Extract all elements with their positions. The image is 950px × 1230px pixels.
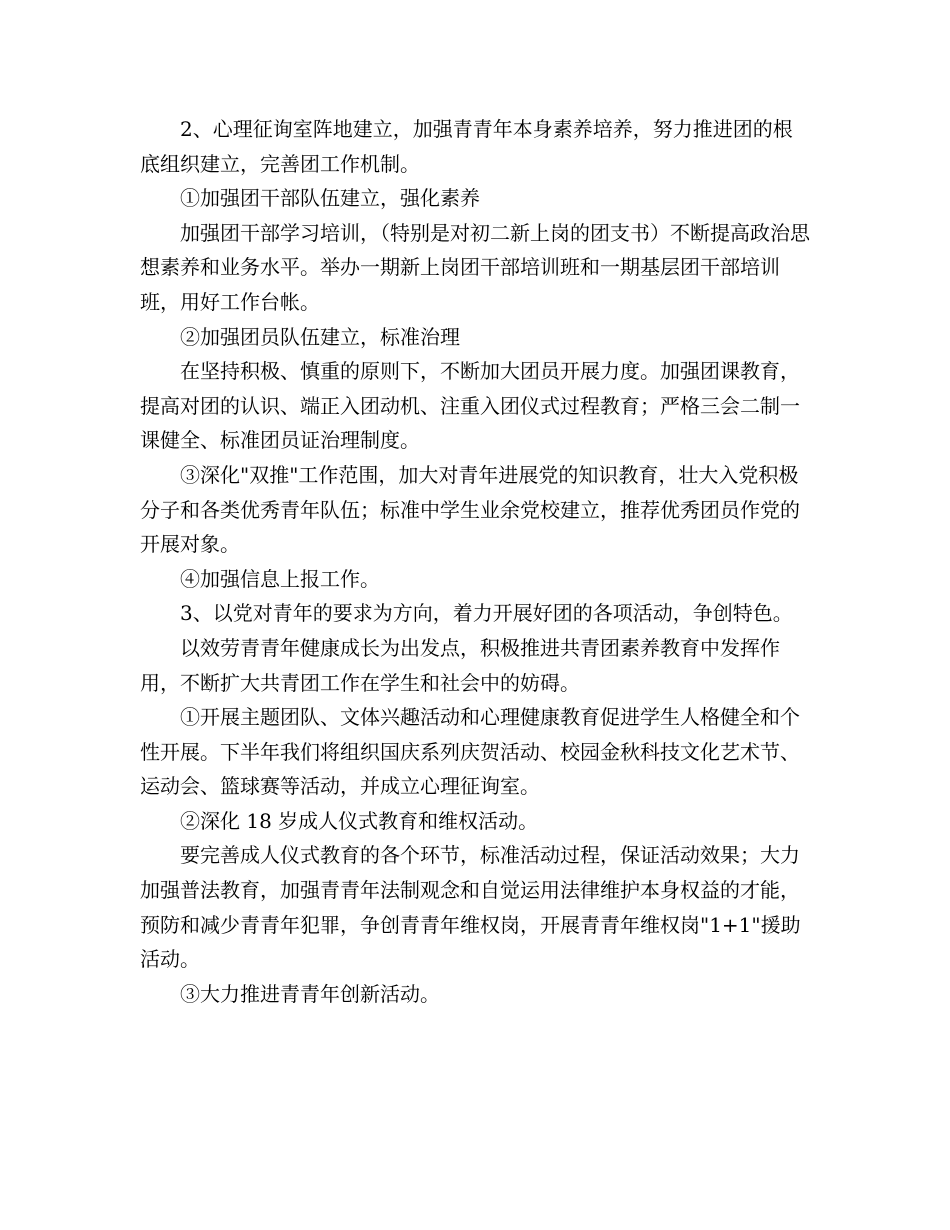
paragraph-section-3-intro: 以效劳青青年健康成长为出发点，积极推进共青团素养教育中发挥作用，不断扩大共青团工作在学生和社会中的妨碍。 [140, 635, 780, 695]
paragraph-section-2-heading: 2、心理征询室阵地建立，加强青青年本身素养培养，努力推进团的根底组织建立，完善团工作机制。 [140, 117, 793, 176]
paragraph-section-3-item-2-body: 要完善成人仪式教育的各个环节，标准活动过程，保证活动效果；大力加强普法教育，加强青青年法制观念和自觉运用法律维护本身权益的才能，预防和减少青青年犯罪，争创青青年维权岗，开展青青年维权岗"1+1"援助活动。 [140, 843, 801, 972]
paragraph-item-1-heading: ①加强团干部队伍建立，强化素养 [180, 186, 480, 211]
paragraph-item-4: ④加强信息上报工作。 [180, 566, 380, 591]
paragraph-section-3-item-1: ①开展主题团队、文体兴趣活动和心理健康教育促进学生人格健全和个性开展。下半年我们将组织国庆系列庆贺活动、校园金秋科技文化艺术节、运动会、篮球赛等活动，并成立心理征询室。 [140, 705, 800, 799]
paragraph-item-2-heading: ②加强团员队伍建立，标准治理 [180, 324, 460, 349]
document-page [140, 112, 812, 1011]
paragraph-section-3-item-2-heading: ②深化 18 岁成人仪式教育和维权活动。 [180, 808, 539, 833]
paragraph-section-3-heading: 3、以党对青年的要求为方向，着力开展好团的各项活动，争创特色。 [180, 601, 793, 626]
paragraph-item-1-body: 加强团干部学习培训，（特别是对初二新上岗的团支书）不断提高政治思想素养和业务水平。举办一期新上岗团干部培训班和一期基层团干部培训班，用好工作台帐。 [140, 220, 810, 314]
paragraph-item-2-body: 在坚持积极、慎重的原则下，不断加大团员开展力度。加强团课教育，提高对团的认识、端正入团动机、注重入团仪式过程教育；严格三会二制一课健全、标准团员证治理制度。 [140, 359, 800, 453]
paragraph-section-3-item-3-heading: ③大力推进青青年创新活动。 [180, 981, 440, 1006]
paragraph-item-3: ③深化"双推"工作范围，加大对青年进展党的知识教育，壮大入党积极分子和各类优秀青年队伍；标准中学生业余党校建立，推荐优秀团员作党的开展对象。 [140, 462, 800, 557]
